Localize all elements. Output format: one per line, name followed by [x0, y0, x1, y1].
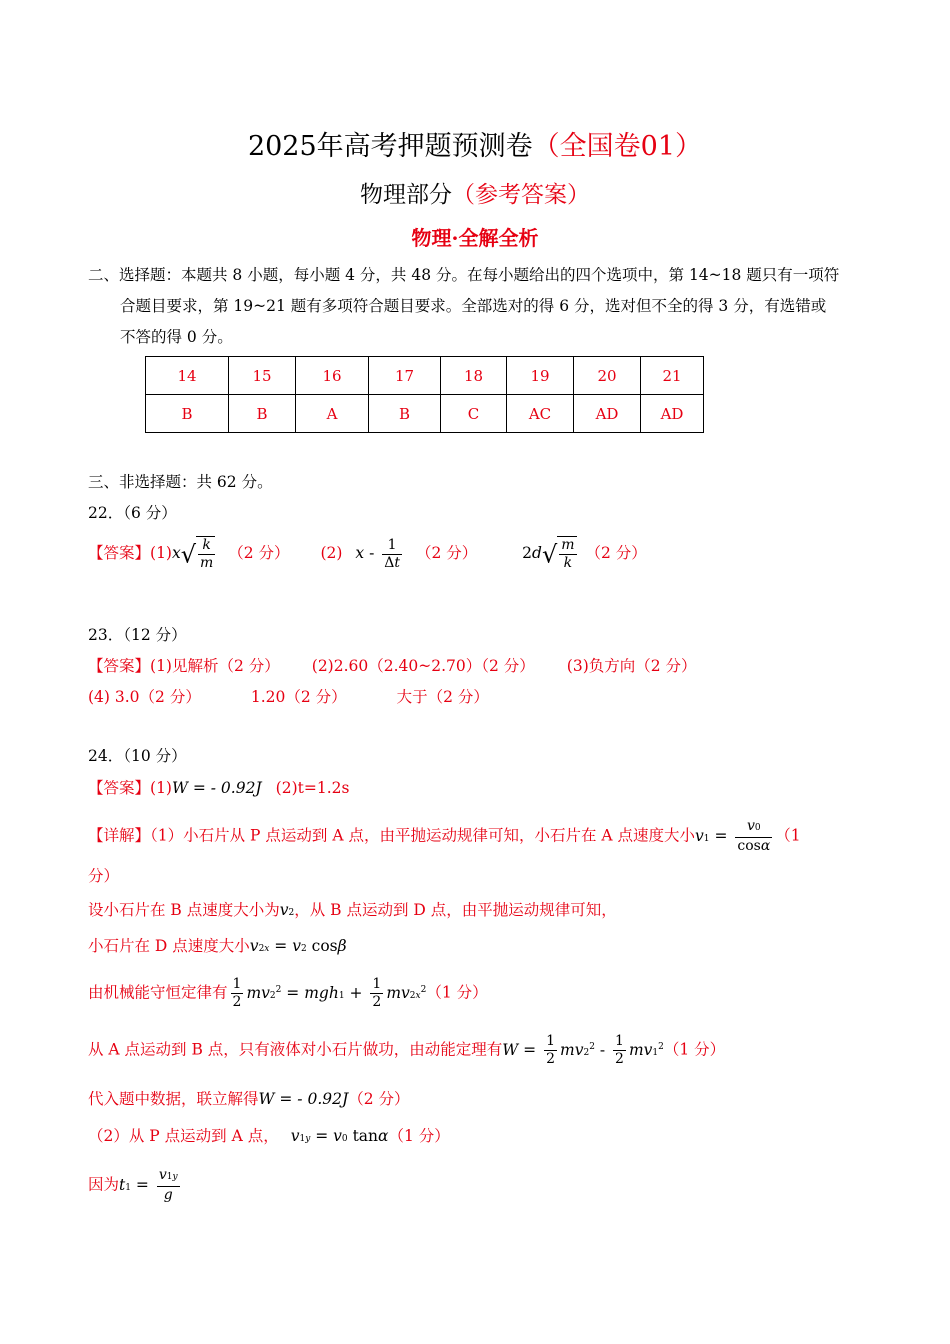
title-main: 2025年高考押题预测卷	[247, 131, 533, 162]
q24-d1: （1）小石片从 P 点运动到 A 点，由平抛运动规律可知，小石片在 A 点速度大小	[150, 826, 696, 845]
q24-d1-points-cont: 分）	[88, 867, 120, 885]
table-cell: AC	[507, 395, 574, 433]
table-cell: A	[296, 395, 369, 433]
table-cell: 20	[574, 357, 641, 395]
q24-detail-line8	[88, 1167, 183, 1204]
q22-part1-points: （2 分）	[228, 544, 290, 562]
answer-tag: 【答案】	[88, 544, 151, 562]
table-cell: AD	[641, 395, 704, 433]
table-cell: 18	[441, 357, 507, 395]
table-row-numbers	[146, 357, 704, 395]
q22-formula2: x - $\frac{1}{\Delta t}$	[355, 536, 400, 571]
q24-d7-points: （1 分）	[388, 1127, 450, 1145]
q22-heading: 22．（6 分）	[88, 504, 177, 522]
table-row-answers	[146, 395, 704, 433]
q24-eq-v2: v2	[279, 901, 295, 919]
table-cell: B	[229, 395, 296, 433]
detail-tag: 【详解】	[88, 826, 151, 845]
q24-d8: 因为	[88, 1175, 120, 1194]
q22-part3-points: （2 分）	[585, 544, 647, 562]
q22-formula1: x√ $\frac{k}{m}$	[171, 537, 214, 571]
q24-a1-eq: W = - 0.92J	[171, 779, 262, 797]
q22-part1-label: (1)	[150, 544, 172, 562]
q24-eq-work: W = $\frac{1}{2}$ $mv2^2$ - $\frac{1}{2}$ $mv1^2$	[502, 1033, 664, 1067]
q24-d6-eq: W = - 0.92J	[258, 1090, 349, 1108]
q22-answer	[88, 536, 647, 572]
table-cell: 15	[229, 357, 296, 395]
section3-heading: 三、非选择题：共 62 分。	[88, 473, 273, 491]
q24-eq-t1: t1 = $\frac{v1y}{g}$	[119, 1167, 178, 1203]
q24-eq-v2x: v2x = v2 cosβ	[249, 937, 347, 955]
q24-d5: 从 A 点运动到 B 点，只有液体对小石片做功，由动能定理有	[88, 1040, 503, 1059]
q24-detail-line6	[88, 1087, 409, 1109]
q24-d6-points: （2 分）	[348, 1090, 410, 1108]
table-cell: 16	[296, 357, 369, 395]
q24-answer	[88, 776, 349, 798]
table-cell: C	[441, 395, 507, 433]
q23-a1: (1)见解析（2 分）	[150, 657, 280, 675]
q22-part2-points: （2 分）	[415, 544, 478, 562]
page-subtitle	[0, 176, 950, 209]
answer-tag: 【答案】	[88, 779, 151, 797]
table-cell: B	[146, 395, 229, 433]
q23-a5: 1.20（2 分）	[250, 688, 347, 706]
table-cell: 17	[369, 357, 441, 395]
q23-heading: 23．（12 分）	[88, 626, 187, 644]
q24-eq-v1y: v1y = v0 tanα	[290, 1127, 389, 1145]
q24-d4-points: （1 分）	[426, 983, 488, 1002]
answer-tag: 【答案】	[88, 657, 151, 675]
q22-part2-label: (2)	[320, 544, 343, 562]
q24-d1-points: （1	[775, 826, 801, 845]
table-cell: AD	[574, 395, 641, 433]
q24-a2: (2)t=1.2s	[275, 779, 350, 797]
q24-eq-energy: $\frac{1}{2}$ $mv2^2 = mgh1$ + $\frac{1}{2}$ $mv2x^2$	[232, 976, 427, 1010]
q24-d7: （2）从 P 点运动到 A 点，	[88, 1127, 279, 1145]
q24-d5-points: （1 分）	[663, 1040, 726, 1059]
q23-a3: (3)负方向（2 分）	[566, 657, 697, 675]
q24-detail-line5	[88, 1033, 725, 1068]
q24-detail-line3	[88, 934, 347, 956]
title-exam-tag: （全国卷01）	[532, 131, 703, 162]
subtitle-main: 物理部分	[360, 182, 452, 208]
section2-line1: 二、选择题：本题共 8 小题，每小题 4 分，共 48 分。在每小题给出的四个选项中，第 14~18 题只有一项符	[88, 266, 840, 284]
q23-a2: (2)2.60（2.40~2.70）（2 分）	[311, 657, 535, 675]
q24-eq-v1: v1 = $\frac{v0}{\cos\alpha}$	[695, 818, 771, 854]
q24-heading: 24．（10 分）	[88, 747, 187, 765]
q24-detail-line7	[88, 1124, 450, 1146]
answer-table	[145, 356, 704, 433]
table-cell: B	[369, 395, 441, 433]
section2-line2: 合题目要求，第 19~21 题有多项符合题目要求。全部选对的得 6 分，选对但不全的得 3 分，有选错或	[120, 297, 827, 315]
q23-a4: (4) 3.0（2 分）	[88, 688, 201, 706]
q22-formula3: 2d√ $\frac{m}{k}$	[522, 537, 575, 571]
q23-answer-line1	[88, 654, 697, 676]
q23-a6: 大于（2 分）	[396, 688, 489, 706]
table-cell: 19	[507, 357, 574, 395]
q24-d2a: 设小石片在 B 点速度大小为	[88, 901, 280, 919]
q24-d6: 代入题中数据，联立解得	[88, 1090, 259, 1108]
page-title	[0, 124, 950, 163]
q24-detail-line2	[88, 898, 617, 920]
q24-d4: 由机械能守恒定律有	[88, 983, 228, 1002]
q24-a1-label: (1)	[150, 779, 172, 797]
table-cell: 14	[146, 357, 229, 395]
q23-answer-line2	[88, 685, 489, 707]
q24-d3: 小石片在 D 点速度大小	[88, 937, 250, 955]
q24-d2b: ，从 B 点运动到 D 点，由平抛运动规律可知，	[294, 901, 617, 919]
subtitle-tag: （参考答案）	[452, 182, 590, 208]
q24-detail-line1	[88, 818, 801, 855]
section2-line3: 不答的得 0 分。	[120, 328, 233, 346]
analysis-heading: 物理·全解全析	[411, 226, 539, 250]
table-cell: 21	[641, 357, 704, 395]
q24-detail-line4	[88, 976, 488, 1011]
